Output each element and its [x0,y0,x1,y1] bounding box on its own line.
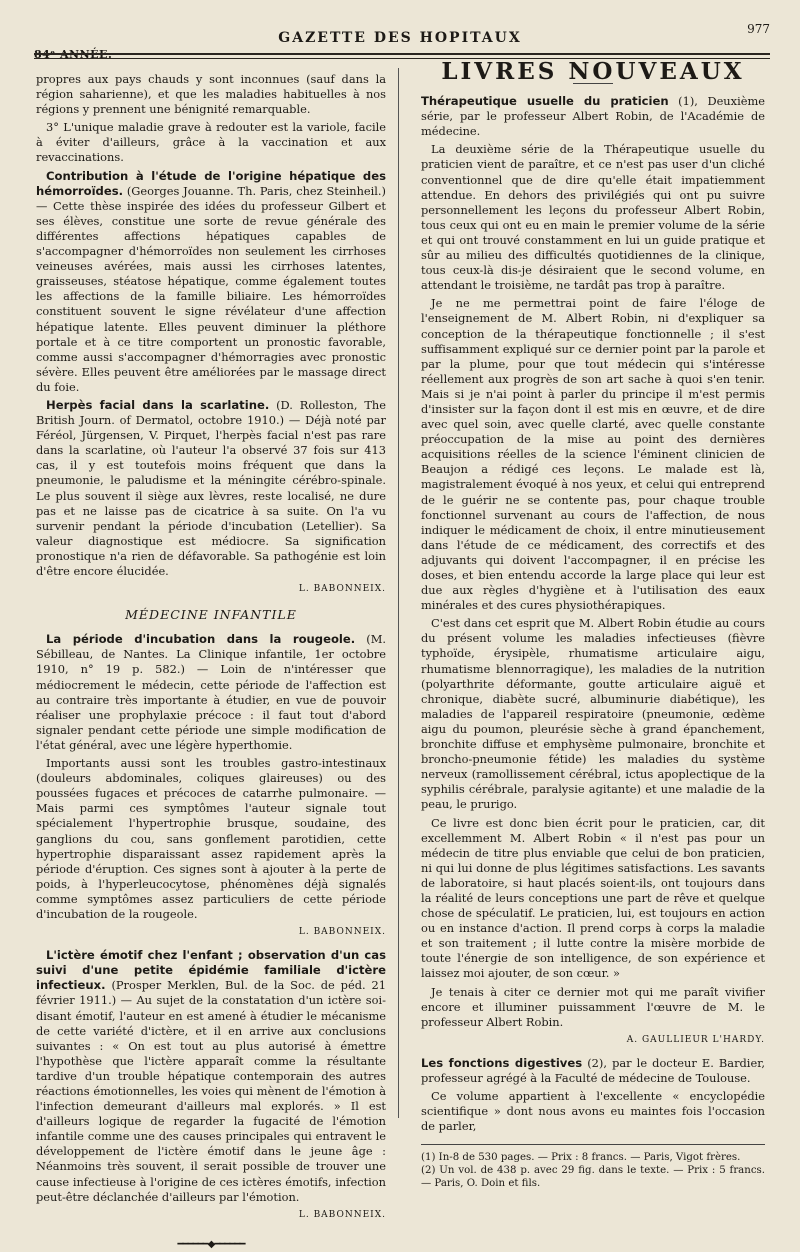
footnote: (2) Un vol. de 438 p. avec 29 fig. dans le texte. — Prix : 5 francs. — Paris, O. Doin et fils. [421,1165,765,1190]
article-heading: Herpès facial dans la scarlatine. [46,397,270,412]
book-title: Thérapeutique usuelle du praticien [421,94,669,109]
book-subtitle: (1), Deuxième série, par le professeur Albert Robin, de l'Académie de médecine. [421,94,765,139]
signature: L. BABONNEIX. [298,1209,386,1220]
column-divider [398,68,399,1118]
journal-title: GAZETTE DES HOPITAUX [278,30,522,46]
article-body: (M. Sébilleau, de Nantes. La Clinique infantile, 1er octobre 1910, n° 19 p. 582.) — Loin de n'intéresser que médiocrement le médecin, cette période de l'affection est au contraire très importante à étudier, en vue de pouvoir réaliser une prophylaxie précoce : il faut tout d'abord signaler pendant cette période une simple modification de l'état général, avec une légère hyperthomie. [36,632,386,752]
article-heading: Contribution à l'étude de l'origine hépatique des hémorroïdes. [36,168,386,198]
review-paragraph: C'est dans cet esprit que M. Albert Robin étudie au cours du présent volume les maladies infectieuses (fièvre typhoïde, érysipèle, rhumatisme articulaire aigu, rhumatisme blennorragique), les maladies de la nutrition (polyarthrite déformante, goutte articulaire aiguë et chronique, diabète sucré, albuminurie diabétique), les maladies de l'appareil respiratoire (pneumonie, œdème aigu du poumon, pleurésie sèche à grand épanchement, bronchite diffuse et emphysème pulmonaire, bronchite et broncho-pneumonie fétide) les maladies du système nerveux (ramollissement cérébral, ictus apoplectique de la syphilis cérébrale, paralysie agitante) et une maladie de la peau, le prurigo. [421,616,765,812]
signature: L. BABONNEIX. [298,927,386,938]
page-number: 977 [747,22,770,36]
article-body: (D. Rolleston, The British Journ. of Dermatol, octobre 1910.) — Déjà noté par Féréol, Jürgensen, V. Pirquet, l'herpès facial n'est pas rare dans la scarlatine, où l'auteur l'a observé 37 fois sur 413 cas, il y est toutefois moins fréquent que dans la pneumonie, le paludisme et la méningite cérébro-spinale. Le plus souvent il siège aux lèvres, reste localisé, ne dure pas et ne laisse pas de cicatrice à sa suite. On l'a vu survenir pendant la période d'incubation (Letellier). Sa valeur diagnostique est médiocre. Sa signification pronostique n'a rien de défavorable. Sa pathogénie est loin d'être encore élucidée. [36,397,386,578]
article [36,398,386,579]
article-paragraph: Importants aussi sont les troubles gastro-intestinaux (douleurs abdominales, coliques glaireuses) ou des poussées fugaces et précoces de catarrhe pulmonaire. — Mais parmi ces symptômes l'auteur signale tout spécialement l'hypertrophie brusque, soudaine, des ganglions du cou, sans gonflement parotidien, cette hypertrophie disparaissant assez rapidement après la période d'éruption. Ces signes sont à ajouter à la perte de poids, à l'hyperleucocytose, phénomènes déjà signalés comme symptômes assez particuliers de cette période d'incubation de la rougeole. [36,756,386,921]
review-paragraph: Je tenais à citer ce dernier mot qui me paraît vivifier encore et illuminer puissamment l'œuvre de M. le professeur Albert Robin. [421,984,765,1029]
intro-paragraph: propres aux pays chauds y sont inconnues (sauf dans la région saharienne), et que les maladies habituelles à nos régions y prennent une bénignité remarquable. [36,72,386,117]
article-heading: La période d'incubation dans la rougeole. [46,632,356,647]
edition-label: 84ᵉ ANNÉE. [34,48,113,61]
book-subtitle: (2), par le docteur E. Bardier, professeur agrégé à la Faculté de médecine de Toulouse. [421,1055,766,1085]
article [36,169,386,395]
footnote-rule [421,1144,765,1145]
article-body: (Georges Jouanne. Th. Paris, chez Steinheil.) — Cette thèse inspirée des idées du professeur Gilbert et ses élèves, constitue une sorte de revue générale des différentes affections hépatiques capables de s'accompagner d'hémorroïdes non seulement les cirrhoses veineuses avérées, mais aussi les cirrhoses latentes, graisseuses, stéatose hépatique, comme également toutes les affections de la famille biliaire. Les hémorroïdes constituent souvent le signe révélateur d'une affection hépatique latente. Elles peuvent diminuer la pléthore portale et à ce titre comportent un pronostic favorable, comme aussi s'accompagner d'hémorragies avec pronostic sévère. Elles peuvent être améliorées par le massage direct du foie. [36,183,386,394]
review-paragraph: La deuxième série de la Thérapeutique usuelle du praticien vient de paraître, et ce n'est pas user d'un cliché conventionnel que de dire qu'elle était impatiemment attendue. En dehors des privilégiés qui ont pu suivre personnellement les leçons du professeur Albert Robin, tous ceux qui ont eu en main le premier volume de la série et qui ont trouvé constamment en lui un guide pratique et sûr au milieu des difficultés quotidiennes de la clinique, tous ceux-là dis-je désiraient que le second volume, en attendant le troisième, ne tardât pas trop à paraître. [421,142,765,293]
right-column [421,58,766,1190]
article-body: (Prosper Merklen, Bul. de la Soc. de péd. 21 février 1911.) — Au sujet de la constatation d'un ictère soi-disant émotif, l'auteur en est amené à étudier le mécanisme de cette variété d'ictère, et il en arrive aux conclusions suivantes : « On est tout au plus autorisé à émettre l'hypothèse que l'ictère apparaît comme la résultante tardive d'un trouble hépatique contemporain des autres réactions émotionnelles, les voies qui mènent de l'émotion à l'infection demeurant d'ailleurs mal explorés. » Il est d'ailleurs logique de regarder la fugacité de l'émotion infantile comme une des causes principales qui entravent le développement de l'ictère émotif dans le jeune âge : Néanmoins très souvent, il serait possible de trouver une cause infectieuse à l'origine de ces ictères émotifs, infection peut-être déclanchée d'ailleurs par l'émotion. [36,978,386,1204]
footnotes [421,1151,765,1190]
review-paragraph: Je ne me permettrai point de faire l'éloge de l'enseignement de M. Albert Robin, ni d'expliquer sa conception de la thérapeutique fonctionnelle ; il s'est suffisamment expliqué sur ce dernier point par la parole et par la plume, pour que tout médecin qui s'intéresse réellement aux progrès de son art sache à quoi s'en tenir. Mais si je n'ai point à parler du principe il m'est permis d'insister sur la façon dont il est mis en œuvre, et de dire avec quel soin, avec quelle clarté, avec quelle constante préoccupation de la mise au point des dernières acquisitions réelles de la science l'éminent clinicien de Beaujon a rédigé ces leçons. Le malade est là, magistralement évoqué à nos yeux, et celui qui entreprend de le guérir ne se contente pas, pour chaque trouble fonctionnel survenant au cours de l'affection, de nous indiquer le médicament de choix, il entre minutieusement dans l'étude de ce médicament, des correctifs et des adjuvants qui doivent l'accompagner, il en précise les doses, et bien entendu accorde la large place qui leur est due aux règles d'hygiène et à l'utilisation des eaux minérales et des cures physiothérapiques. [421,296,765,613]
review-paragraph: Ce livre est donc bien écrit pour le praticien, car, dit excellemment M. Albert Robin « il n'est pas pour un médecin de titre plus enviable que celui de bon praticien, ni qui lui donne de plus légitimes satisfactions. Les savants de laboratoire, si haut placés soient-ils, ont toujours dans la réalité de leurs conceptions une part de rêve et quelque chose de spéculatif. Le praticien, lui, est toujours en action ou en instance d'action. Il prend corps à corps la maladie et son traitement ; il lutte contre la misère morbide de toute l'énergie de son intelligence, de son expérience et laissez moi ajouter, de son cœur. » [421,815,765,981]
review-heading [421,1056,765,1086]
left-column [36,72,386,1252]
review-paragraph: Ce volume appartient à l'excellente « encyclopédie scientifique » dont nous avons eu maintes fois l'occasion de parler, [421,1089,765,1134]
footnote: (1) In-8 de 530 pages. — Prix : 8 francs. — Paris, Vigot frères. [421,1152,741,1164]
section-title: LIVRES NOUVEAUX [441,58,745,85]
review-heading [421,94,765,139]
section-heading: MÉDECINE INFANTILE [125,607,297,623]
book-title: Les fonctions digestives [421,1055,583,1070]
intro-paragraph: 3° L'unique maladie grave à redouter est la variole, facile à éviter d'ailleurs, grâce à la vaccination et aux revaccinations. [36,120,386,165]
article-heading: L'ictère émotif chez l'enfant ; observation d'un cas suivi d'une petite épidémie familiale d'ictère infectieux. [36,948,386,993]
ornament-divider: ━━━━━━◆━━━━━━ [177,1238,245,1250]
signature: L. BABONNEIX. [298,584,386,595]
article [36,632,386,753]
header-rule [34,53,770,55]
signature: A. GAULLIEUR L'HARDY. [626,1034,765,1045]
article [36,948,386,1205]
